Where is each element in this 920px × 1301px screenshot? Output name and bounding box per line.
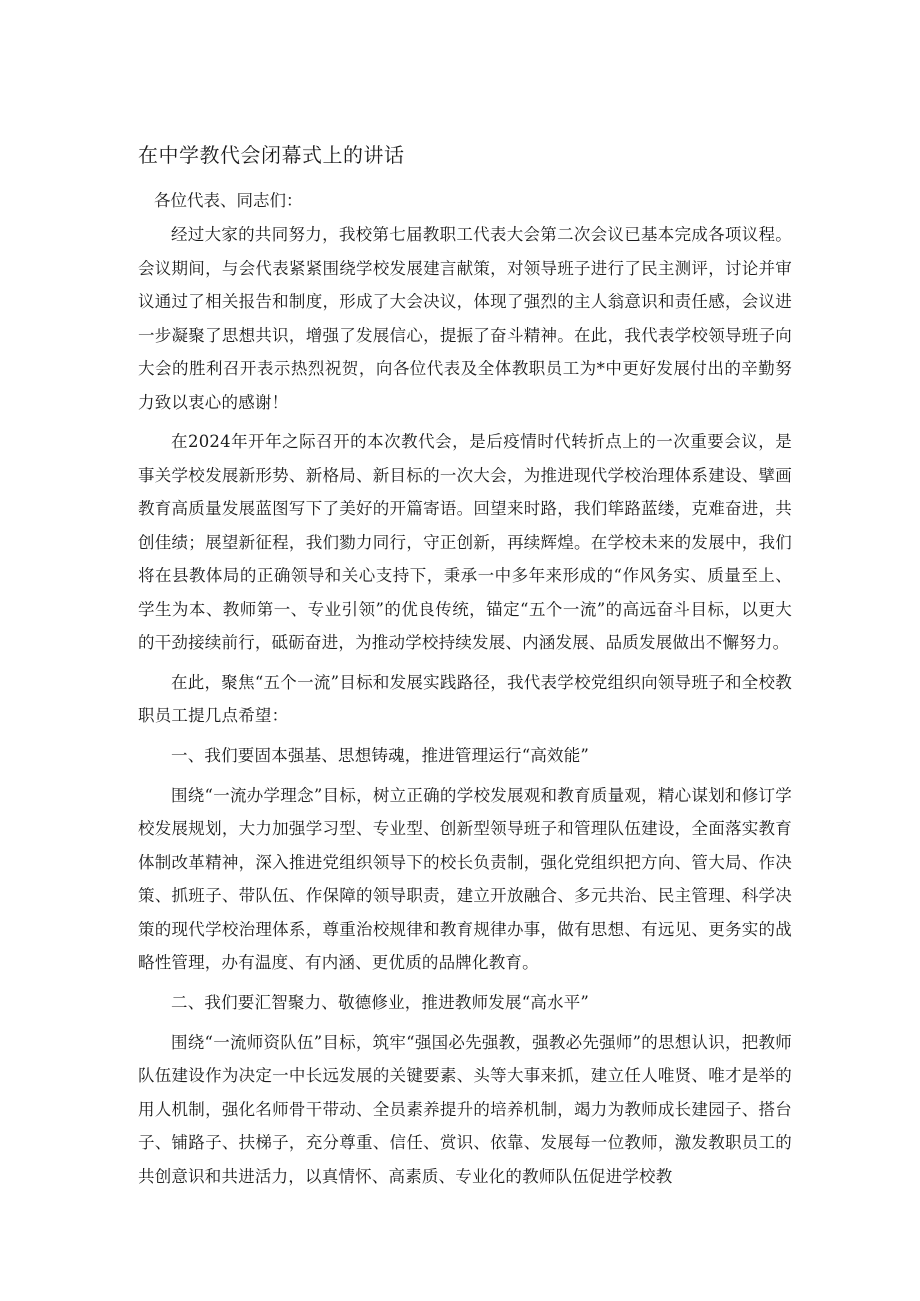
section-body-1: 围绕“一流办学理念”目标，树立正确的学校发展观和教育质量观，精心谋划和修订学校发展规划，大力加强学习型、专业型、创新型领导班子和管理队伍建设，全面落实教育体制改革精神，深入推进党组织领导下的校长负责制，强化党组织把方向、管大局、作决策、抓班子、带队伍、作保障的领导职责，建立开放融合、多元共治、民主管理、科学决策的现代学校治理体系，尊重治校规律和教育规律办事，做有思想、有远见、更务实的战略性管理，办有温度、有内涵、更优质的品牌化教育。 <box>138 785 792 972</box>
section-heading-1: 一、我们要固本强基、思想铸魂，推进管理运行“高效能” <box>171 745 590 765</box>
document-title: 在中学教代会闭幕式上的讲话 <box>138 143 405 167</box>
paragraph-hopes-intro: 在此，聚焦“五个一流”目标和发展实践路径，我代表学校党组织向领导班子和全校教职员工提几点希望： <box>138 672 792 725</box>
section-body-2: 围绕“一流师资队伍”目标，筑牢“强国必先强教，强教必先强师”的思想认识，把教师队伍建设作为决定一中长远发展的关键要素、头等大事来抓，建立任人唯贤、唯才是举的用人机制，强化名师骨干带动、全员素养提升的培养机制，竭力为教师成长建园子、搭台子、铺路子、扶梯子，充分尊重、信任、赏识、依靠、发展每一位教师，激发教职员工的共创意识和共进活力，以真情怀、高素质、专业化的教师队伍促进学校教 <box>138 1032 792 1186</box>
section-heading-2: 二、我们要汇智聚力、敬德修业，推进教师发展“高水平” <box>171 992 590 1012</box>
paragraph-context: 在2024年开年之际召开的本次教代会，是后疫情时代转折点上的一次重要会议，是事关学校发展新形势、新格局、新目标的一次大会，为推进现代学校治理体系建设、擘画教育高质量发展蓝图写下了美好的开篇寄语。回望来时路，我们筚路蓝缕，克难奋进，共创佳绩；展望新征程，我们勠力同行，守正创新，再续辉煌。在学校未来的发展中，我们将在县教体局的正确领导和关心支持下，秉承一中多年来形成的“作风务实、质量至上、学生为本、教师第一、专业引领”的优良传统，锚定“五个一流”的高远奋斗目标，以更大的干劲接续前行，砥砺奋进，为推动学校持续发展、内涵发展、品质发展做出不懈努力。 <box>138 432 792 652</box>
paragraph-opening: 经过大家的共同努力，我校第七届教职工代表大会第二次会议已基本完成各项议程。会议期间，与会代表紧紧围绕学校发展建言献策，对领导班子进行了民主测评，讨论并审议通过了相关报告和制度，形成了大会决议，体现了强烈的主人翁意识和责任感，会议进一步凝聚了思想共识，增强了发展信心，提振了奋斗精神。在此，我代表学校领导班子向大会的胜利召开表示热烈祝贺，向各位代表及全体教职员工为*中更好发展付出的辛勤努力致以衷心的感谢！ <box>138 225 792 412</box>
salutation: 各位代表、同志们： <box>154 191 303 210</box>
